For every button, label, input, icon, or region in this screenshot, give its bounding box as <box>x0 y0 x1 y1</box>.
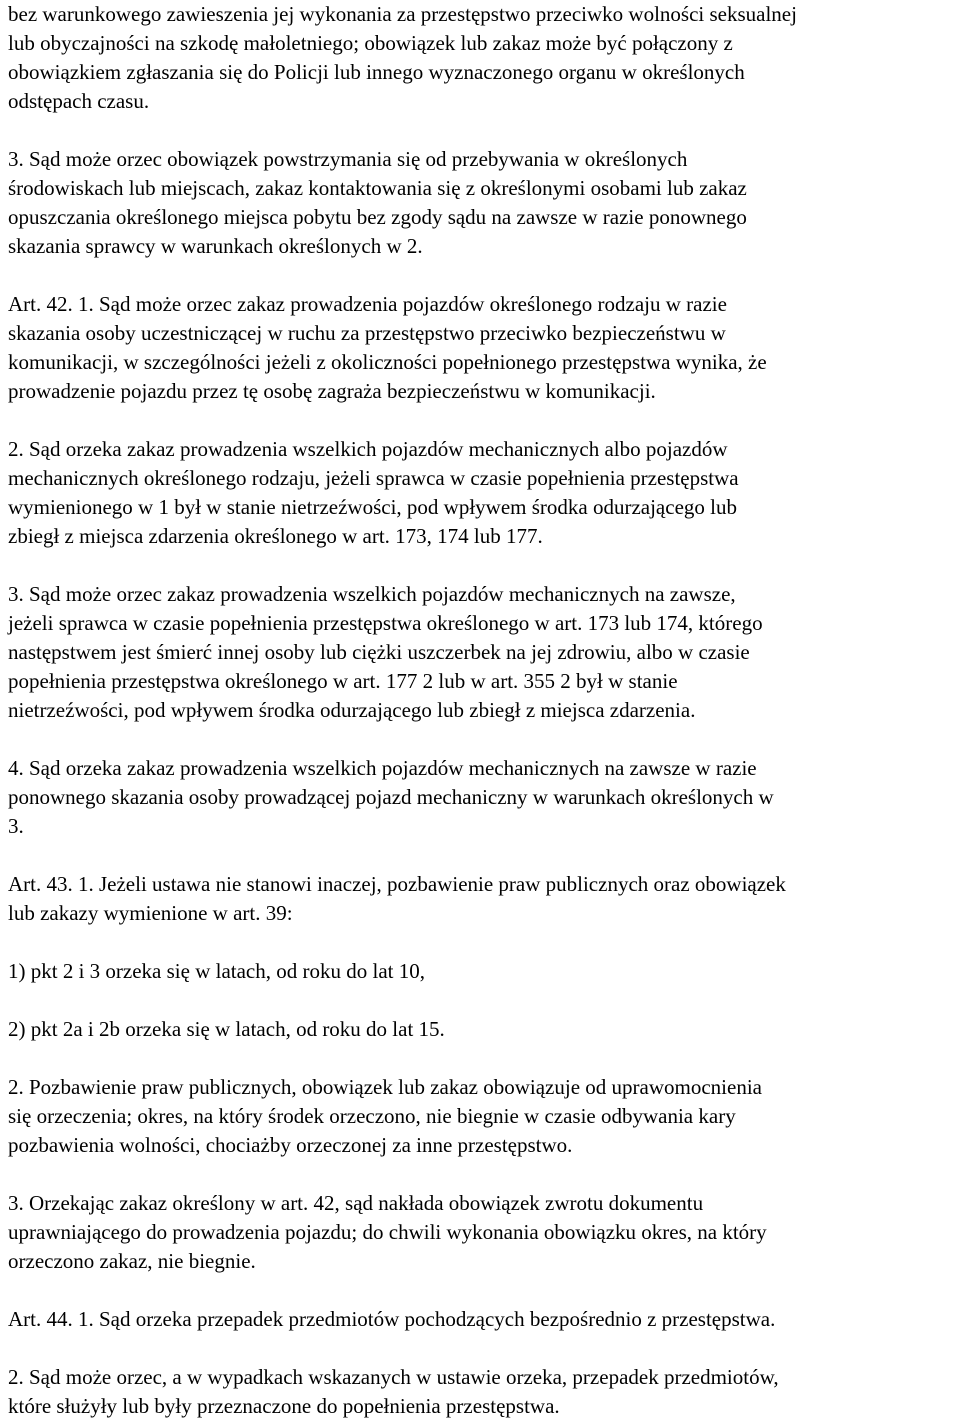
paragraph-art42-par3: 3. Sąd może orzec zakaz prowadzenia wszelkich pojazdów mechanicznych na zawsze, jeżeli sprawca w czasie popełnienia przestępstwa określonego w art. 173 lub 174, którego następstwem jest śmierć innej osoby lub ciężki uszczerbek na jej zdrowiu, albo w czasie popełnienia przestępstwa określonego w art. 177 2 lub w art. 355 2 był w stanie nietrzeźwości, pod wpływem środka odurzającego lub zbiegł z miejsca zdarzenia. <box>8 582 763 722</box>
paragraph-art44-par1: Art. 44. 1. Sąd orzeka przepadek przedmiotów pochodzących bezpośrednio z przestępstwa. <box>8 1307 776 1331</box>
paragraph-art42-par2: 2. Sąd orzeka zakaz prowadzenia wszelkich pojazdów mechanicznych albo pojazdów mechanicznych określonego rodzaju, jeżeli sprawca w czasie popełnienia przestępstwa wymienionego w 1 był w stanie nietrzeźwości, pod wpływem środka odurzającego lub zbiegł z miejsca zdarzenia określonego w art. 173, 174 lub 177. <box>8 437 739 548</box>
paragraph-art43-par3: 3. Orzekając zakaz określony w art. 42, sąd nakłada obowiązek zwrotu dokumentu uprawniającego do prowadzenia pojazdu; do chwili wykonania obowiązku okres, na który orzeczono zakaz, nie biegnie. <box>8 1191 767 1273</box>
paragraph-art42-par1: Art. 42. 1. Sąd może orzec zakaz prowadzenia pojazdów określonego rodzaju w razie skazania osoby uczestniczącej w ruchu za przestępstwo przeciwko bezpieczeństwu w komunikacji, w szczególności jeżeli z okoliczności popełnionego przestępstwa wynika, że prowadzenie pojazdu przez tę osobę zagraża bezpieczeństwu w komunikacji. <box>8 292 767 403</box>
paragraph-art44-par2: 2. Sąd może orzec, a w wypadkach wskazanych w ustawie orzeka, przepadek przedmiotów, które służyły lub były przeznaczone do popełnienia przestępstwa. <box>8 1365 779 1418</box>
paragraph-art41-par3: 3. Sąd może orzec obowiązek powstrzymania się od przebywania w określonych środowiskach lub miejscach, zakaz kontaktowania się z określonymi osobami lub zakaz opuszczania określonego miejsca pobytu bez zgody sądu na zawsze w razie ponownego skazania sprawcy w warunkach określonych w 2. <box>8 147 747 258</box>
paragraph-art43-point1: 1) pkt 2 i 3 orzeka się w latach, od roku do lat 10, <box>8 959 425 983</box>
paragraph-art43-par2: 2. Pozbawienie praw publicznych, obowiązek lub zakaz obowiązuje od uprawomocnienia się orzeczenia; okres, na który środek orzeczono, nie biegnie w czasie odbywania kary pozbawienia wolności, chociażby orzeczonej za inne przestępstwo. <box>8 1075 762 1157</box>
paragraph-continuation: bez warunkowego zawieszenia jej wykonania za przestępstwo przeciwko wolności seksualnej lub obyczajności na szkodę małoletniego; obowiązek lub zakaz może być połączony z obowiązkiem zgłaszania się do Policji lub innego wyznaczonego organu w określonych odstępach czasu. <box>8 2 797 113</box>
paragraph-art42-par4: 4. Sąd orzeka zakaz prowadzenia wszelkich pojazdów mechanicznych na zawsze w razie ponownego skazania osoby prowadzącej pojazd mechaniczny w warunkach określonych w 3. <box>8 756 774 838</box>
paragraph-art43-point2: 2) pkt 2a i 2b orzeka się w latach, od roku do lat 15. <box>8 1017 445 1041</box>
paragraph-art43-par1: Art. 43. 1. Jeżeli ustawa nie stanowi inaczej, pozbawienie praw publicznych oraz obowiązek lub zakazy wymienione w art. 39: <box>8 872 786 925</box>
